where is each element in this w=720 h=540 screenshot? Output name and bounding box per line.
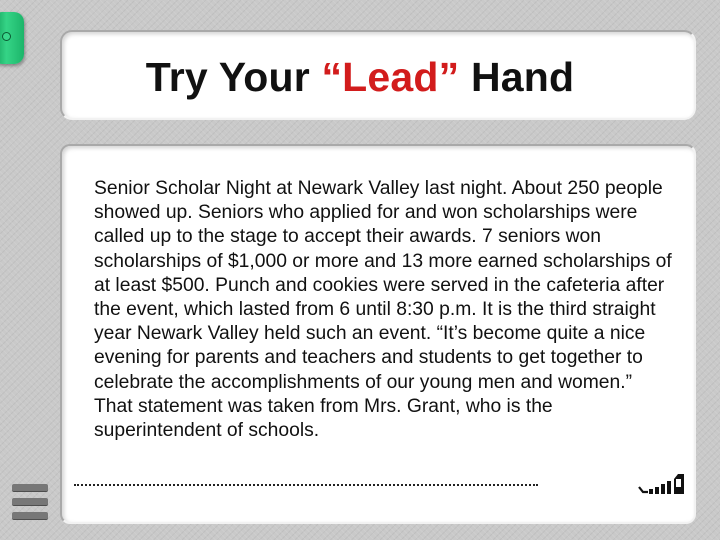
menu-bar bbox=[12, 512, 48, 520]
signal-strength-icon[interactable] bbox=[638, 470, 688, 498]
menu-bar bbox=[12, 484, 48, 492]
title-end: Hand bbox=[459, 54, 575, 100]
dotted-divider bbox=[74, 484, 538, 486]
body-text: Senior Scholar Night at Newark Valley last night. About 250 people showed up. Seniors who applied for and won scholarships were called up to the stage to accept their awards. 7 seniors won scholarships of $1,000 or more and 13 more earned scholarships of at least $500. Punch and cookies were served in the cafeteria after the event, which lasted from 6 until 8:30 p.m. It is the third straight year Newark Valley held such an event. “It’s become quite a nice evening for parents and teachers and students to get together to celebrate the accomplishments of our young men and women.” That statement was taken from Mrs. Grant, who is the superintendent of schools. bbox=[94, 178, 672, 442]
menu-bar bbox=[12, 498, 48, 506]
hamburger-menu-icon[interactable] bbox=[12, 484, 48, 524]
signal-bar bbox=[661, 484, 665, 494]
title-accent: “Lead” bbox=[321, 54, 460, 100]
signal-flag-window bbox=[676, 479, 681, 487]
signal-bar bbox=[667, 481, 671, 494]
signal-baseline bbox=[639, 487, 648, 492]
slide-title bbox=[0, 52, 720, 102]
side-tab-knob bbox=[2, 32, 11, 41]
signal-bar bbox=[649, 489, 653, 494]
signal-bar bbox=[655, 487, 659, 494]
title-start: Try Your bbox=[145, 54, 322, 100]
